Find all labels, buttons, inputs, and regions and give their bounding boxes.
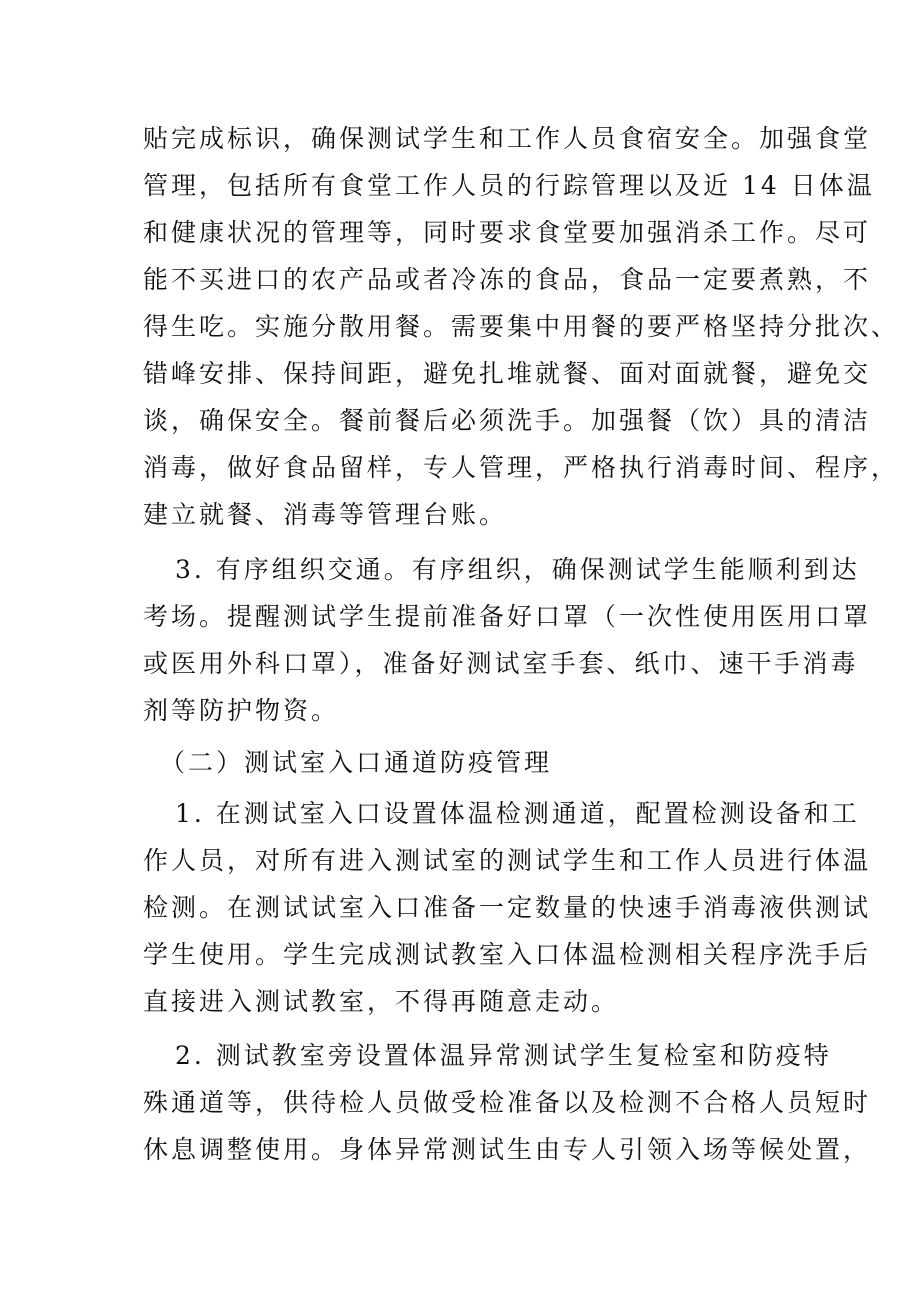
- section-heading: （二）测试室入口通道防疫管理: [160, 748, 553, 777]
- text-line: 3. 有序组织交通。有序组织，确保测试学生能顺利到达: [175, 555, 860, 584]
- text-line: 学生使用。学生完成测试教室入口体温检测相关程序洗手后: [143, 940, 872, 969]
- text-line: 或医用外科口罩），准备好测试室手套、纸巾、速干手消毒: [143, 649, 859, 678]
- text-line: 得生吃。实施分散用餐。需要集中用餐的要严格坚持分批次、: [143, 312, 900, 341]
- text-line: 直接进入测试教室，不得再随意走动。: [143, 987, 620, 1016]
- text-line: 作人员，对所有进入测试室的测试学生和工作人员进行体温: [143, 846, 872, 875]
- text-line: 错峰安排、保持间距，避免扎堆就餐、面对面就餐，避免交: [143, 359, 872, 388]
- text-line: 1. 在测试室入口设置体温检测通道，配置检测设备和工: [175, 799, 860, 828]
- text-line: 检测。在测试试室入口准备一定数量的快速手消毒液供测试: [143, 893, 872, 922]
- text-line: 建立就餐、消毒等管理台账。: [143, 500, 508, 529]
- text-line: 管理，包括所有食堂工作人员的行踪管理以及近 14 日体温: [143, 171, 875, 200]
- text-line: 能不买进口的农产品或者冷冻的食品，食品一定要煮熟，不: [143, 265, 872, 294]
- text-line: 殊通道等，供待检人员做受检准备以及检测不合格人员短时: [143, 1088, 872, 1117]
- text-line: 谈，确保安全。餐前餐后必须洗手。加强餐（饮）具的清洁: [143, 406, 872, 435]
- text-line: 考场。提醒测试学生提前准备好口罩（一次性使用医用口罩: [143, 602, 872, 631]
- text-line: 剂等防护物资。: [143, 696, 340, 725]
- text-line: 贴完成标识，确保测试学生和工作人员食宿安全。加强食堂: [143, 124, 872, 153]
- text-line: 和健康状况的管理等，同时要求食堂要加强消杀工作。尽可: [143, 218, 872, 247]
- text-line: 休息调整使用。身体异常测试生由专人引领入场等候处置，: [143, 1135, 872, 1164]
- text-line: 消毒，做好食品留样，专人管理，严格执行消毒时间、程序，: [143, 453, 900, 482]
- text-line: 2. 测试教室旁设置体温异常测试学生复检室和防疫特: [175, 1041, 832, 1070]
